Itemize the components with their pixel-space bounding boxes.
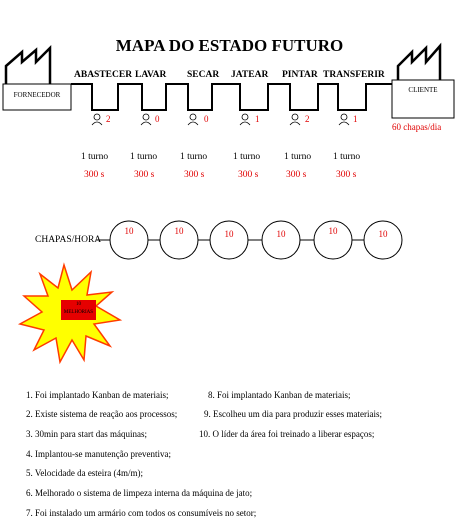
operator-icon: [290, 114, 300, 125]
customer-label: CLIENTE: [408, 86, 438, 94]
throughput-value: 10: [328, 226, 338, 236]
throughput-value: 10: [224, 229, 234, 239]
operator-icon: [92, 114, 102, 125]
operator-count: 0: [204, 114, 209, 124]
process-shift: 1 turno: [130, 152, 158, 162]
improvement-item: 1. Foi implantado Kanban de materiais;: [26, 390, 169, 400]
process-cycle-time: 300 s: [286, 170, 307, 180]
process-cycle-time: 300 s: [134, 170, 155, 180]
supplier-label: FORNECEDOR: [13, 91, 61, 99]
supplier-factory-icon: [3, 48, 71, 110]
improvement-item: 3. 30min para start das máquinas;: [26, 429, 147, 439]
customer-factory-icon: [392, 46, 454, 118]
operator-count: 2: [305, 114, 310, 124]
throughput-value: 10: [378, 229, 388, 239]
improvement-item: 5. Velocidade da esteira (4m/m);: [26, 468, 144, 478]
page-title: MAPA DO ESTADO FUTURO: [115, 36, 344, 55]
process-cycle-time: 300 s: [336, 170, 357, 180]
process-name: TRANSFERIR: [323, 70, 385, 80]
throughput-node: [262, 221, 300, 259]
process-cycle-time: 300 s: [238, 170, 259, 180]
operator-count: 1: [255, 114, 260, 124]
operator-count: 1: [353, 114, 358, 124]
process-name: PINTAR: [282, 70, 318, 80]
process-cycle-time: 300 s: [84, 170, 105, 180]
operator-icon: [339, 114, 349, 125]
improvement-item: 7. Foi instalado um armário com todos os consumíveis no setor;: [26, 508, 257, 518]
kaizen-burst-label: MELHORIAS: [63, 310, 94, 315]
improvement-item: 10. O líder da área foi treinado a liberar espaços;: [199, 429, 375, 439]
throughput-value: 10: [276, 229, 286, 239]
process-name: JATEAR: [231, 70, 269, 80]
improvement-item: 4. Implantou-se manutenção preventiva;: [26, 449, 171, 459]
throughput-node: [210, 221, 248, 259]
process-name: LAVAR: [135, 70, 167, 80]
process-line: [71, 84, 392, 110]
process-name: SECAR: [187, 70, 220, 80]
improvement-item: 8. Foi implantado Kanban de materiais;: [208, 390, 351, 400]
throughput-chain: [96, 221, 402, 259]
customer-demand: 60 chapas/dia: [392, 122, 442, 132]
operator-count: 2: [106, 114, 111, 124]
improvement-item: 6. Melhorado o sistema de limpeza interna da máquina de jato;: [26, 488, 253, 498]
kaizen-burst-number: 10: [76, 302, 81, 307]
throughput-value: 10: [124, 226, 134, 236]
process-shift: 1 turno: [333, 152, 361, 162]
throughput-value: 10: [174, 226, 184, 236]
process-shift: 1 turno: [81, 152, 109, 162]
operator-icon: [240, 114, 250, 125]
operator-icon: [188, 114, 198, 125]
process-shift: 1 turno: [180, 152, 208, 162]
throughput-label: CHAPAS/HORA: [35, 235, 102, 245]
improvement-item: 9. Escolheu um dia para produzir esses materiais;: [204, 409, 382, 419]
process-shift: 1 turno: [233, 152, 261, 162]
improvement-item: 2. Existe sistema de reação aos processos;: [26, 409, 178, 419]
process-cycle-time: 300 s: [184, 170, 205, 180]
process-name: ABASTECER: [74, 70, 133, 80]
operator-count: 0: [155, 114, 160, 124]
throughput-node: [364, 221, 402, 259]
operator-icon: [141, 114, 151, 125]
process-shift: 1 turno: [284, 152, 312, 162]
